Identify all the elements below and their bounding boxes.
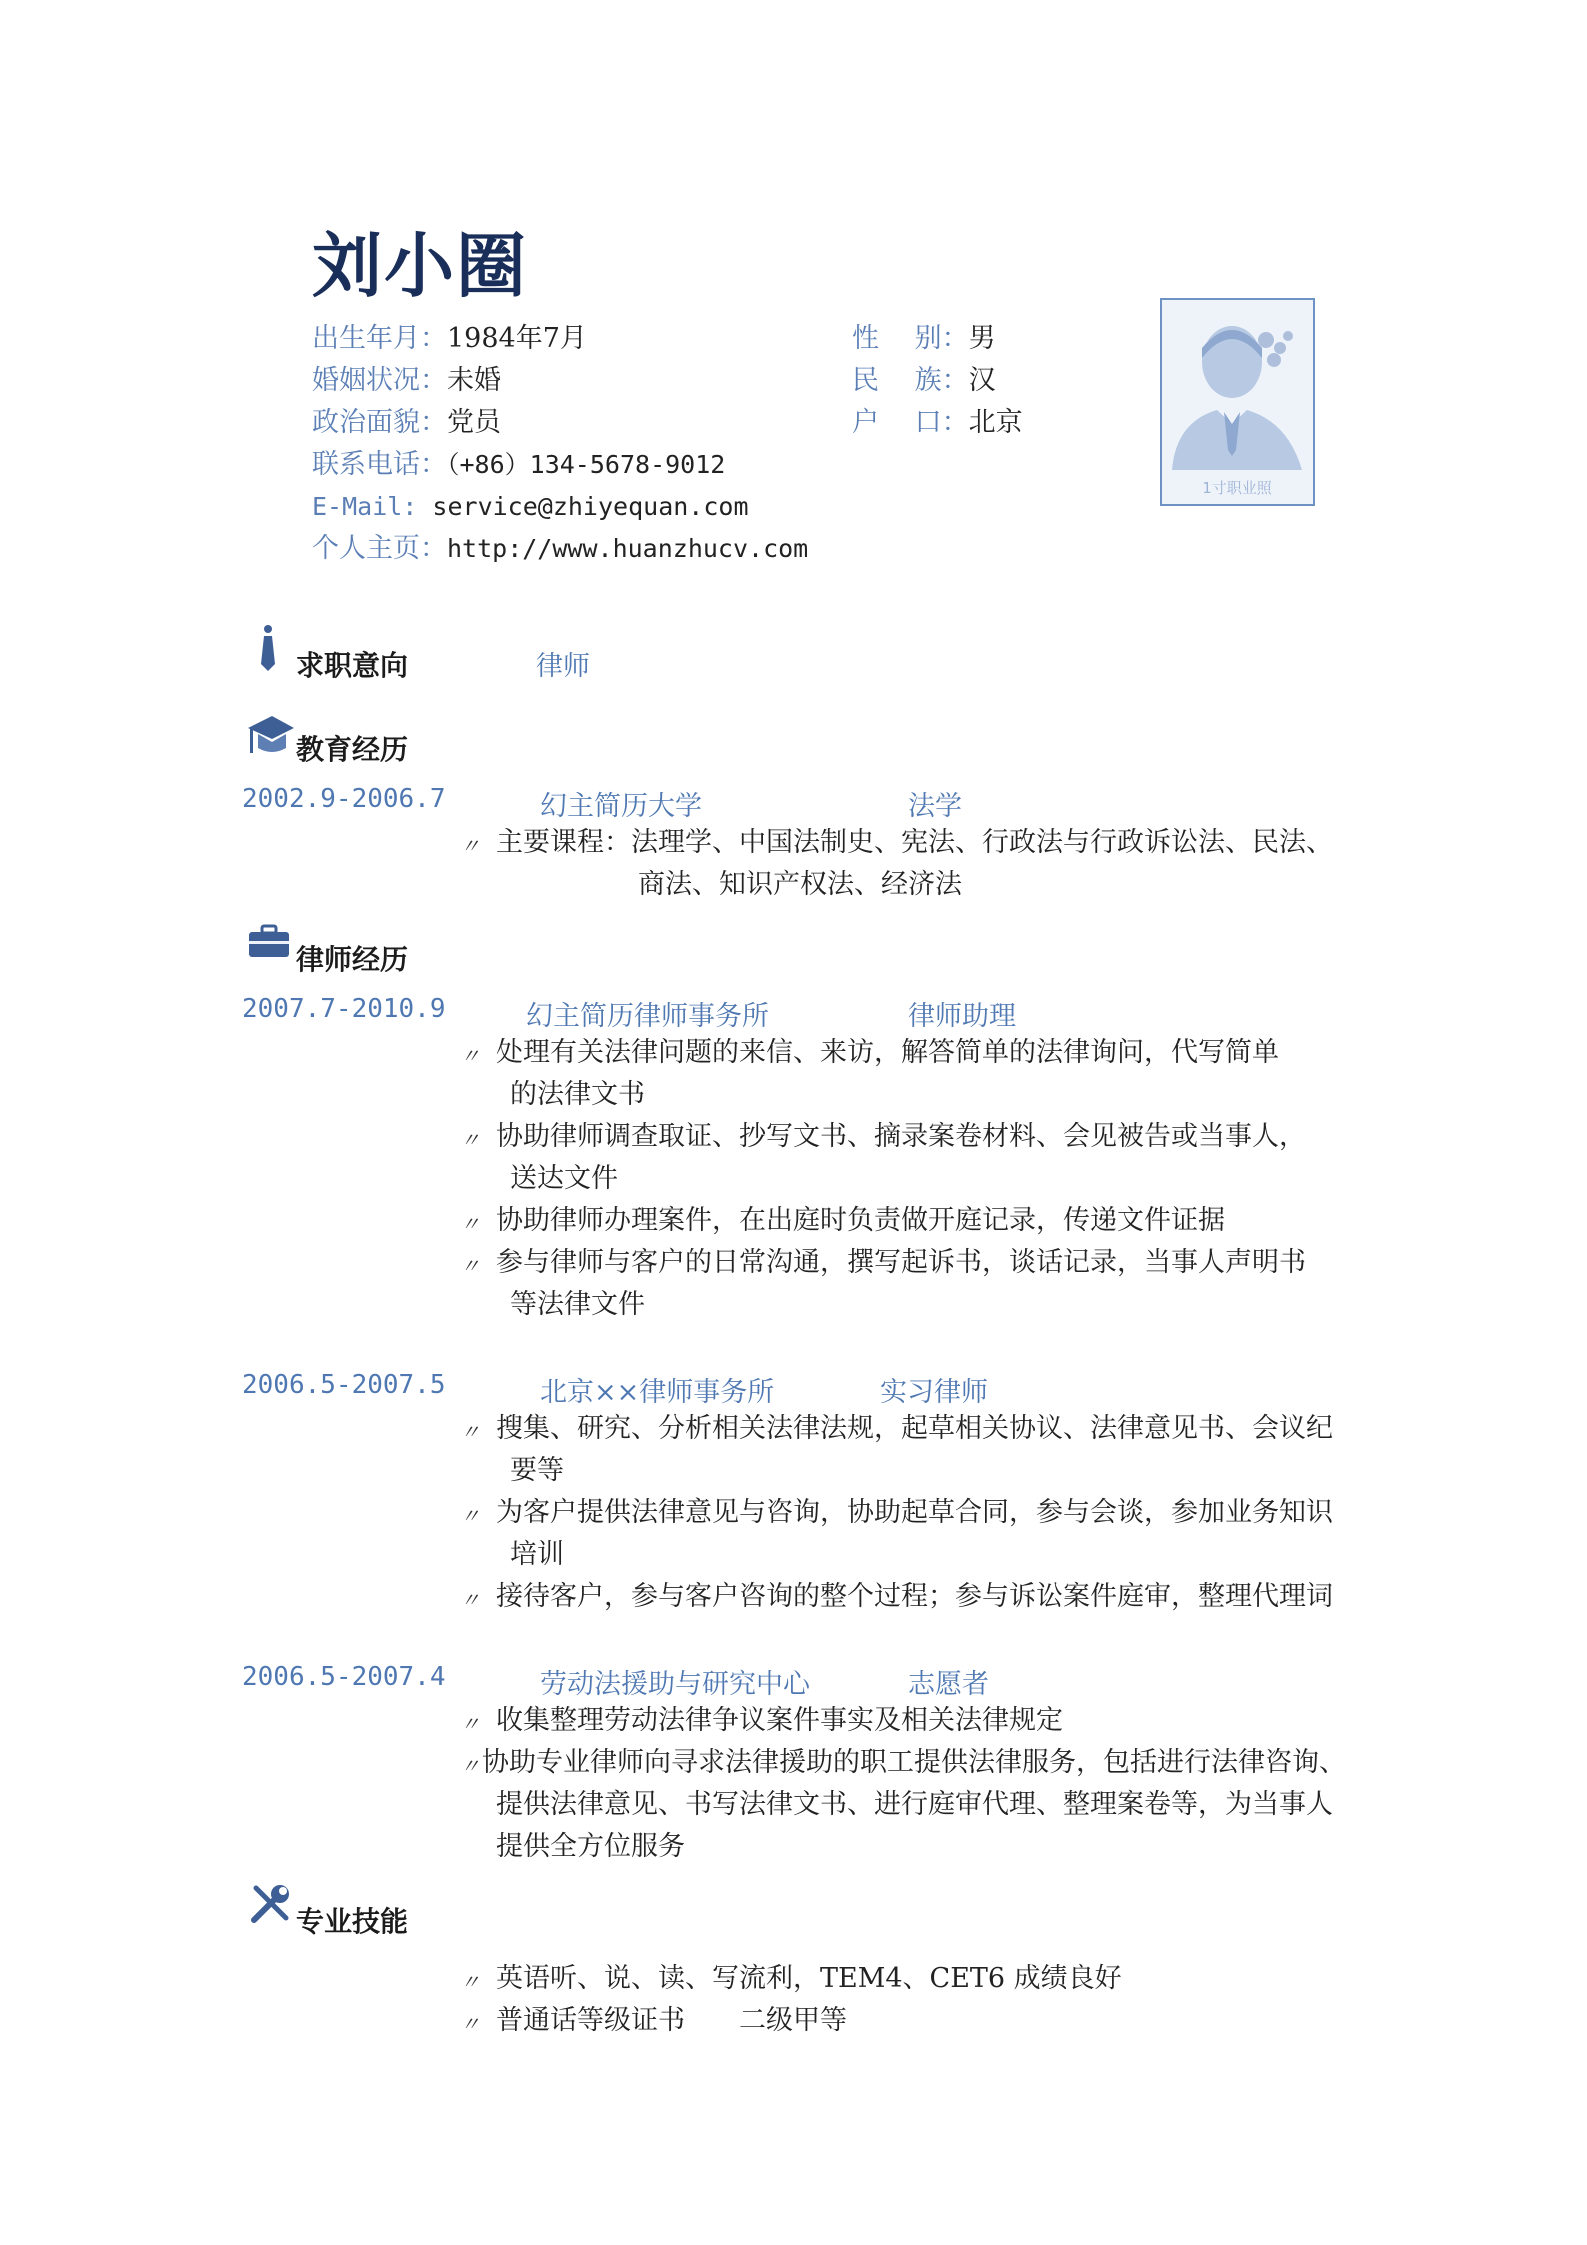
marital-label: 婚姻状况：	[312, 365, 447, 396]
birth-label: 出生年月：	[312, 323, 447, 354]
skill-item: 英语听、说、读、写流利，TEM4、CET6 成绩良好	[496, 1963, 1122, 1994]
job-date: 2007.7-2010.9	[242, 994, 446, 1024]
ethnic-row	[852, 360, 996, 402]
job-role: 律师助理	[908, 1001, 1016, 1032]
job-duty-line: 搜集、研究、分析相关法律法规，起草相关协议、法律意见书、会议纪	[496, 1413, 1333, 1444]
job-duty-line: 协助专业律师向寻求法律援助的职工提供法律服务，包括进行法律咨询、	[482, 1747, 1346, 1778]
job-date: 2006.5-2007.4	[242, 1662, 446, 1692]
job-duty-line: 处理有关法律问题的来信、来访，解答简单的法律询问，代写简单	[496, 1037, 1279, 1068]
gender-row	[852, 318, 996, 360]
job-role: 志愿者	[908, 1669, 989, 1700]
job-duty-line: 提供全方位服务	[496, 1831, 685, 1862]
ethnic-value: 汉	[968, 365, 996, 396]
gender-label: 性 别：	[852, 323, 969, 354]
bullet-icon: 〃	[460, 1504, 480, 1528]
photo-caption: 1寸职业照	[1202, 479, 1272, 497]
profile-photo	[1160, 298, 1315, 506]
political-label: 政治面貌：	[312, 407, 447, 438]
homepage-label: 个人主页：	[312, 533, 447, 564]
job-role: 实习律师	[880, 1377, 988, 1408]
job-duty-line: 收集整理劳动法律争议案件事实及相关法律规定	[496, 1705, 1063, 1736]
education-date: 2002.9-2006.7	[242, 784, 446, 814]
skills-title: 专业技能	[296, 1905, 409, 1938]
marital-row	[312, 360, 501, 402]
bullet-icon: 〃	[460, 1970, 480, 1994]
avatar-placeholder-icon	[1162, 300, 1313, 504]
job-duty-line: 为客户提供法律意见与咨询，协助起草合同，参与会谈，参加业务知识	[496, 1497, 1333, 1528]
job-organization: 幻主简历律师事务所	[526, 1001, 769, 1032]
phone-row	[312, 444, 725, 486]
job-duty-line: 要等	[510, 1455, 564, 1486]
course-line-2: 商法、知识产权法、经济法	[638, 869, 962, 900]
job-duty-line: 协助律师调查取证、抄写文书、摘录案卷材料、会见被告或当事人，	[496, 1121, 1306, 1152]
political-row	[312, 402, 501, 444]
graduation-cap-icon	[246, 712, 294, 762]
job-organization: 北京××律师事务所	[540, 1377, 775, 1408]
job-organization: 劳动法援助与研究中心	[540, 1669, 810, 1700]
phone-label: 联系电话：	[312, 449, 447, 480]
job-duty-line: 等法律文件	[510, 1289, 645, 1320]
birth-row	[312, 318, 587, 360]
tools-icon	[250, 1882, 292, 1928]
bullet-icon: 〃	[460, 1212, 480, 1236]
marital-value: 未婚	[447, 365, 501, 396]
gender-value: 男	[968, 323, 996, 354]
hukou-label: 户 口：	[852, 407, 969, 438]
education-title: 教育经历	[296, 733, 409, 766]
bullet-icon: 〃	[460, 2012, 480, 2036]
homepage-value[interactable]: http://www.huanzhucv.com	[447, 534, 809, 563]
bullet-icon: 〃	[460, 1254, 480, 1278]
hukou-value: 北京	[968, 407, 1023, 438]
job-duty-line: 送达文件	[510, 1163, 618, 1194]
email-row	[312, 486, 749, 528]
bullet-icon: 〃	[460, 1754, 480, 1778]
course-line-1: 主要课程：法理学、中国法制史、宪法、行政法与行政诉讼法、民法、	[496, 827, 1333, 858]
hukou-row	[852, 402, 1023, 444]
bullet-icon: 〃	[460, 1128, 480, 1152]
job-duty-line: 参与律师与客户的日常沟通，撰写起诉书，谈话记录，当事人声明书	[496, 1247, 1306, 1278]
political-value: 党员	[447, 407, 501, 438]
email-label: E-Mail:	[312, 492, 433, 521]
bullet-icon: 〃	[460, 1588, 480, 1612]
objective-title: 求职意向	[296, 649, 409, 682]
job-duty-line: 协助律师办理案件，在出庭时负责做开庭记录，传递文件证据	[496, 1205, 1225, 1236]
homepage-row	[312, 528, 808, 570]
job-duty-line: 培训	[510, 1539, 564, 1570]
work-title: 律师经历	[296, 943, 409, 976]
job-duty-line: 的法律文书	[510, 1079, 645, 1110]
bullet-icon: 〃	[460, 1712, 480, 1736]
bullet-icon: 〃	[460, 1044, 480, 1068]
bullet-icon: 〃	[460, 834, 480, 858]
birth-value: 1984年7月	[447, 323, 587, 354]
briefcase-icon	[248, 924, 290, 962]
ethnic-label: 民 族：	[852, 365, 969, 396]
skill-item: 普通话等级证书 二级甲等	[496, 2005, 847, 2036]
job-duty-line: 接待客户，参与客户咨询的整个过程；参与诉讼案件庭审，整理代理词	[496, 1581, 1333, 1612]
candidate-name: 刘小圈	[312, 225, 528, 307]
phone-value: （+86）134-5678-9012	[447, 450, 726, 479]
bullet-icon: 〃	[460, 1420, 480, 1444]
education-school: 幻主简历大学	[540, 791, 702, 822]
education-major: 法学	[908, 791, 962, 822]
tie-icon	[258, 624, 278, 676]
job-date: 2006.5-2007.5	[242, 1370, 446, 1400]
email-value[interactable]: service@zhiyequan.com	[432, 492, 749, 521]
objective-value: 律师	[536, 651, 590, 682]
job-duty-line: 提供法律意见、书写法律文书、进行庭审代理、整理案卷等，为当事人	[496, 1789, 1333, 1820]
